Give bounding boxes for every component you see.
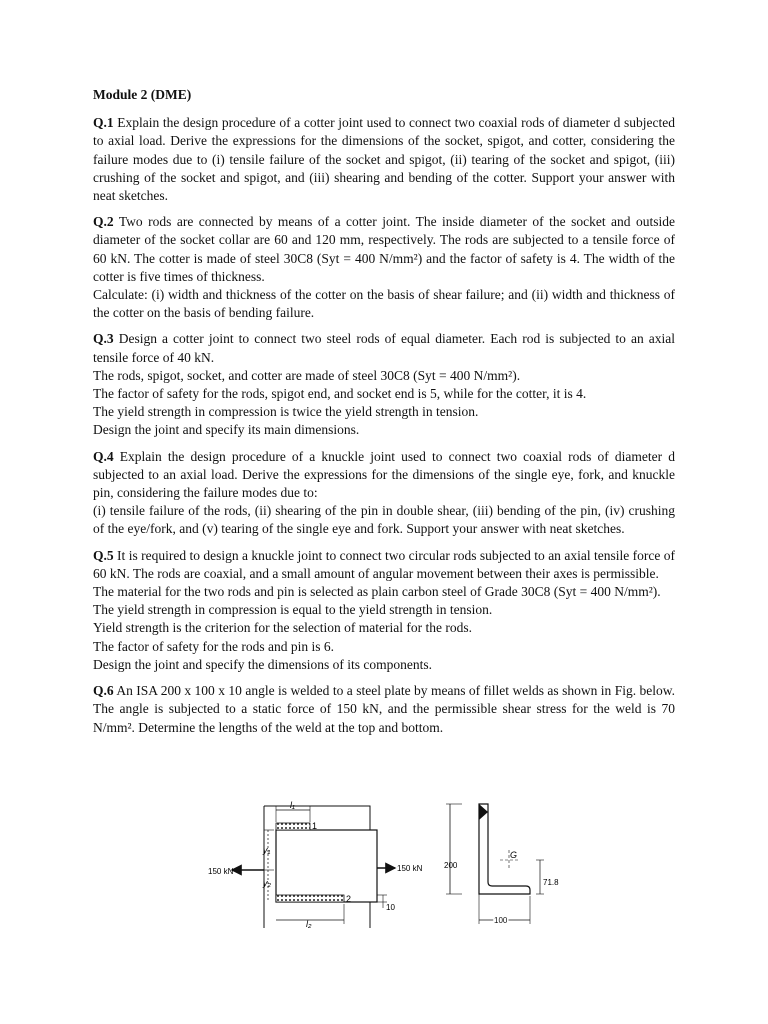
question-5-label: Q.5 bbox=[93, 547, 114, 563]
weld-figure bbox=[200, 798, 570, 930]
question-4-line-2: (i) tensile failure of the rods, (ii) shearing of the pin in double shear, (iii) bending of the pin, (iv) crushing of the eye/fork, and (v) tearing of the single eye and fork. Support your answer with neat sketches. bbox=[93, 503, 675, 537]
document-body bbox=[93, 86, 675, 745]
question-6-text: An ISA 200 x 100 x 10 angle is welded to a steel plate by means of fillet welds as shown in Fig. below. The angle is subjected to a static force of 150 kN, and the permissible shear stress for the weld is 70 N/mm². Determine the lengths of the weld at the top and bottom. bbox=[93, 683, 675, 735]
question-3-line-3: The factor of safety for the rods, spigot end, and socket end is 5, while for the cotter, it is 4. bbox=[93, 386, 587, 402]
centroid-label: G bbox=[510, 850, 518, 860]
question-5-line-2: The material for the two rods and pin is selected as plain carbon steel of Grade 30C8 (Syt = 400 N/mm²). bbox=[93, 584, 661, 600]
angle-section bbox=[479, 804, 530, 894]
weld-2 bbox=[276, 895, 344, 902]
question-4-text: Explain the design procedure of a knuckle joint used to connect two coaxial rods of diameter d subjected to an axial load. Derive the expressions for the dimensions of the single eye, fork, and knuckle pin, considering the failure modes due to: bbox=[93, 448, 675, 501]
question-3-line-4: The yield strength in compression is twice the yield strength in tension. bbox=[93, 404, 479, 420]
question-1-text: Explain the design procedure of a cotter joint used to connect two coaxial rods of diameter d subjected to axial load. Derive the expressions for the dimensions of the socket, spigot, and cotter, considering the failure modes due to (i) tensile failure of the socket and spigot, (ii) tearing of the socket and spigot, (iii) crushing of the socket and spigot, and (iii) shearing and bending of the cotter. Support your answer with neat sketches. bbox=[93, 115, 675, 204]
question-3 bbox=[93, 330, 675, 439]
question-5-line-6: Design the joint and specify the dimensions of its components. bbox=[93, 656, 432, 672]
question-3-text: Design a cotter joint to connect two steel rods of equal diameter. Each rod is subjected to an axial tensile force of 40 kN. bbox=[93, 331, 675, 365]
angle-plate bbox=[276, 830, 377, 902]
dim-y1: y₁ bbox=[263, 845, 271, 855]
width-label: 100 bbox=[494, 916, 508, 925]
weld-2-label: 2 bbox=[346, 894, 352, 904]
question-3-line-2: The rods, spigot, socket, and cotter are made of steel 30C8 (Syt = 400 N/mm²). bbox=[93, 367, 521, 383]
weld-1 bbox=[276, 823, 310, 830]
force-right-label: 150 kN bbox=[397, 864, 423, 873]
question-2-label: Q.2 bbox=[93, 214, 114, 230]
question-1 bbox=[93, 114, 675, 205]
question-1-label: Q.1 bbox=[93, 115, 114, 131]
module-title: Module 2 (DME) bbox=[93, 87, 192, 102]
question-5-text: It is required to design a knuckle joint to connect two circular rods subjected to an axial tensile force of 60 kN. The rods are coaxial, and a small amount of angular movement between their axes is permissible. bbox=[93, 547, 675, 581]
question-5-line-5: The factor of safety for the rods and pin is 6. bbox=[93, 638, 335, 654]
question-5-line-4: Yield strength is the criterion for the selection of material for the rods. bbox=[93, 620, 473, 636]
offset-label: 71.8 bbox=[543, 878, 559, 887]
dim-l1: l₁ bbox=[290, 800, 295, 810]
question-4 bbox=[93, 448, 675, 539]
question-5 bbox=[93, 547, 675, 674]
dim-l2: l₂ bbox=[306, 919, 312, 929]
question-5-line-3: The yield strength in compression is equal to the yield strength in tension. bbox=[93, 602, 493, 618]
weld-figure-svg bbox=[200, 798, 570, 930]
question-2-line-2: Calculate: (i) width and thickness of the cotter on the basis of shear failure; and (ii) width and thickness of the cotter on the basis of bending failure. bbox=[93, 287, 675, 321]
question-2-text: Two rods are connected by means of a cotter joint. The inside diameter of the socket and outside diameter of the socket collar are 60 and 120 mm, respectively. The rods are subjected to a tensile force of 60 kN. The cotter is made of steel 30C8 (Syt = 400 N/mm²) and the factor of safety is 4. The width of the cotter is five times of thickness. bbox=[93, 214, 675, 284]
height-label: 200 bbox=[444, 861, 458, 870]
question-6 bbox=[93, 682, 675, 737]
weld-1-label: 1 bbox=[312, 821, 318, 831]
question-4-label: Q.4 bbox=[93, 448, 114, 464]
question-3-label: Q.3 bbox=[93, 331, 114, 347]
force-left-label: 150 kN bbox=[208, 867, 234, 876]
question-2 bbox=[93, 213, 675, 322]
question-6-label: Q.6 bbox=[93, 683, 114, 699]
question-3-line-5: Design the joint and specify its main dimensions. bbox=[93, 422, 360, 438]
thickness-label: 10 bbox=[386, 903, 395, 912]
dim-y2: y₂ bbox=[263, 878, 271, 888]
